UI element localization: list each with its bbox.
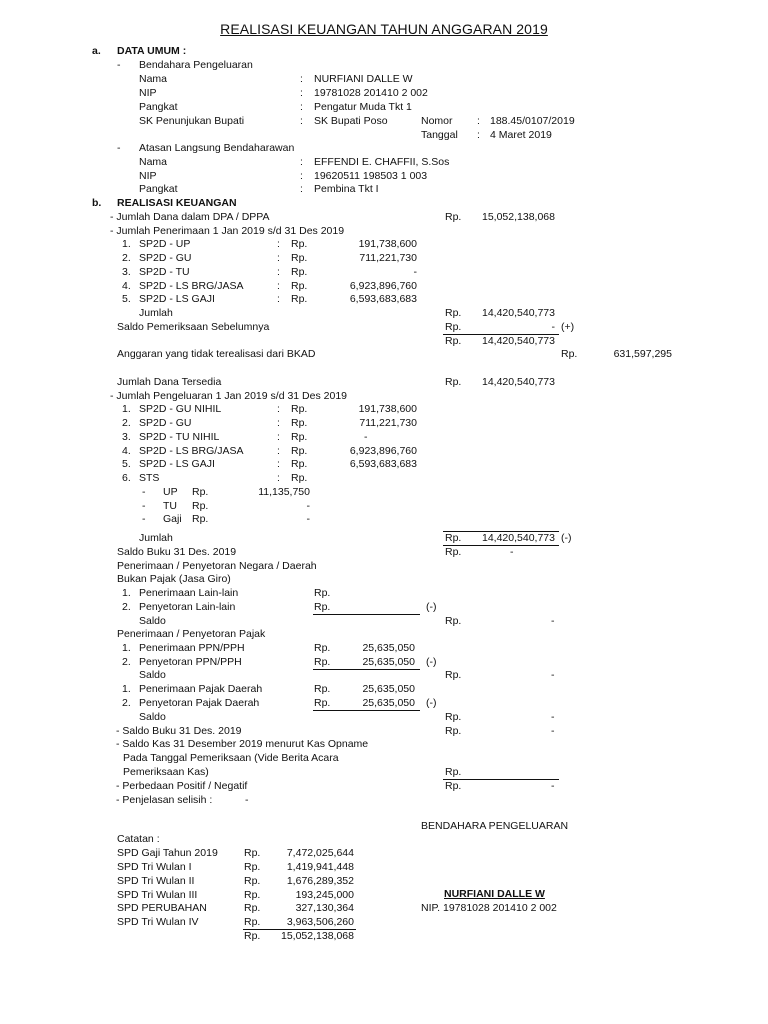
- catatan-item-label: SPD Tri Wulan I: [117, 861, 192, 873]
- sum-underline: [313, 710, 420, 711]
- sk-value: SK Bupati Poso: [314, 115, 388, 127]
- rp-label: Rp.: [445, 532, 462, 544]
- jumlah-pengeluaran-value: 14,420,540,773: [482, 532, 555, 544]
- jumlah-penerimaan-value: 14,420,540,773: [482, 307, 555, 319]
- item-label: SP2D - TU: [139, 266, 190, 278]
- catatan-item-value: 1,676,289,352: [286, 875, 354, 887]
- item-number: 5.: [122, 458, 131, 470]
- perbedaan-label: - Perbedaan Positif / Negatif: [116, 780, 248, 792]
- rp-label: Rp.: [291, 266, 308, 278]
- atasan-title: Atasan Langsung Bendaharawan: [139, 142, 295, 154]
- item-value: 6,923,896,760: [349, 445, 417, 457]
- item-value: 25,635,050: [362, 656, 415, 668]
- item-label: SP2D - LS BRG/JASA: [139, 445, 244, 457]
- item-value: 6,593,683,683: [349, 293, 417, 305]
- saldo-buku2-label: - Saldo Buku 31 Des. 2019: [116, 725, 242, 737]
- colon: :: [477, 115, 480, 127]
- nama-value: NURFIANI DALLE W: [314, 73, 413, 85]
- sts-item-label: TU: [163, 500, 177, 512]
- bukan-pajak-sublabel: Bukan Pajak (Jasa Giro): [117, 573, 231, 585]
- item-number: 2.: [122, 252, 131, 264]
- sts-item-value: -: [306, 513, 310, 525]
- atasan-pangkat-label: Pangkat: [139, 183, 178, 195]
- rp-label: Rp.: [244, 902, 261, 914]
- catatan-item-value: 3,963,506,260: [286, 916, 354, 928]
- pengeluaran-label: - Jumlah Pengeluaran 1 Jan 2019 s/d 31 Des 2019: [110, 390, 347, 402]
- catatan-item-label: SPD Tri Wulan III: [117, 889, 198, 901]
- item-label: SP2D - GU: [139, 252, 192, 264]
- rp-label: Rp.: [291, 403, 308, 415]
- item-label: SP2D - TU NIHIL: [139, 431, 220, 443]
- saldo-label: Saldo: [139, 669, 166, 681]
- colon: :: [277, 280, 280, 292]
- colon: :: [277, 266, 280, 278]
- item-label: Penyetoran Pajak Daerah: [139, 697, 260, 709]
- colon: :: [277, 417, 280, 429]
- saldo-sebelumnya-label: Saldo Pemeriksaan Sebelumnya: [117, 321, 270, 333]
- rp-label: Rp.: [244, 861, 261, 873]
- colon: :: [477, 129, 480, 141]
- dash: -: [117, 142, 121, 154]
- rp-label: Rp.: [244, 875, 261, 887]
- rp-label: Rp.: [445, 211, 462, 223]
- dash: -: [142, 500, 146, 512]
- section-b-letter: b.: [92, 197, 102, 209]
- saldo-label: Saldo: [139, 711, 166, 723]
- signature-nip: NIP. 19781028 201410 2 002: [421, 902, 557, 914]
- item-number: 1.: [122, 642, 131, 654]
- atasan-nama-value: EFFENDI E. CHAFFII, S.Sos: [314, 156, 450, 168]
- colon: :: [277, 238, 280, 250]
- minus-marker: (-): [426, 601, 437, 613]
- penerimaan-label: - Jumlah Penerimaan 1 Jan 2019 s/d 31 Des 2019: [110, 225, 345, 237]
- plus-marker: (+): [561, 321, 575, 333]
- penjelasan-value: -: [245, 794, 249, 806]
- colon: :: [300, 115, 303, 127]
- item-value: 25,635,050: [362, 697, 415, 709]
- colon: :: [277, 472, 280, 484]
- atasan-pangkat-value: Pembina Tkt I: [314, 183, 379, 195]
- anggaran-label: Anggaran yang tidak terealisasi dari BKAD: [117, 348, 316, 360]
- item-number: 1.: [122, 238, 131, 250]
- rp-label: Rp.: [314, 587, 331, 599]
- rp-label: Rp.: [445, 546, 462, 558]
- nip-label: NIP: [139, 87, 157, 99]
- item-value: 191,738,600: [358, 238, 417, 250]
- sts-item-value: -: [306, 500, 310, 512]
- minus-marker: (-): [426, 697, 437, 709]
- jumlah-label: Jumlah: [139, 307, 173, 319]
- item-number: 4.: [122, 280, 131, 292]
- item-value: 6,593,683,683: [349, 458, 417, 470]
- item-label: SP2D - LS GAJI: [139, 458, 215, 470]
- colon: :: [277, 252, 280, 264]
- kas-label-line3: Pemeriksaan Kas): [123, 766, 209, 778]
- jumlah-label: Jumlah: [139, 532, 173, 544]
- item-number: 4.: [122, 445, 131, 457]
- catatan-item-value: 1,419,941,448: [286, 861, 354, 873]
- item-label: Penerimaan Pajak Daerah: [139, 683, 263, 695]
- rp-label: Rp.: [291, 431, 308, 443]
- tanggal-label: Tanggal: [421, 129, 458, 141]
- saldo-value: -: [551, 615, 555, 627]
- dash: -: [142, 486, 146, 498]
- rp-label: Rp.: [244, 930, 261, 942]
- tanggal-value: 4 Maret 2019: [490, 129, 552, 141]
- bukan-pajak-label: Penerimaan / Penyetoran Negara / Daerah: [117, 560, 317, 572]
- colon: :: [300, 170, 303, 182]
- rp-label: Rp.: [445, 307, 462, 319]
- colon: :: [300, 156, 303, 168]
- item-label: SP2D - GU: [139, 417, 192, 429]
- atasan-nip-value: 19620511 198503 1 003: [314, 170, 428, 182]
- rp-label: Rp.: [291, 280, 308, 292]
- item-number: 6.: [122, 472, 131, 484]
- pangkat-value: Pengatur Muda Tkt 1: [314, 101, 412, 113]
- colon: :: [300, 87, 303, 99]
- minus-marker: (-): [561, 532, 572, 544]
- signature-name: NURFIANI DALLE W: [444, 888, 545, 900]
- nip-value: 19781028 201410 2 002: [314, 87, 428, 99]
- saldo-buku-value: -: [510, 546, 514, 558]
- rp-label: Rp.: [445, 766, 462, 778]
- rp-label: Rp.: [445, 321, 462, 333]
- rp-label: Rp.: [291, 293, 308, 305]
- saldo-label: Saldo: [139, 615, 166, 627]
- catatan-item-label: SPD PERUBAHAN: [117, 902, 207, 914]
- item-value: 25,635,050: [362, 642, 415, 654]
- rp-label: Rp.: [314, 656, 331, 668]
- item-label: SP2D - LS GAJI: [139, 293, 215, 305]
- item-value: 6,923,896,760: [349, 280, 417, 292]
- sk-label: SK Penunjukan Bupati: [139, 115, 245, 127]
- item-number: 3.: [122, 431, 131, 443]
- rp-label: Rp.: [192, 486, 209, 498]
- item-label: Penerimaan Lain-lain: [139, 587, 239, 599]
- document-title: REALISASI KEUANGAN TAHUN ANGGARAN 2019: [220, 21, 548, 37]
- colon: :: [277, 403, 280, 415]
- section-b-heading: REALISASI KEUANGAN: [117, 197, 237, 209]
- rp-label: Rp.: [445, 711, 462, 723]
- item-value: -: [413, 266, 417, 278]
- rp-label: Rp.: [291, 472, 308, 484]
- pangkat-label: Pangkat: [139, 101, 178, 113]
- dana-dpa-label: - Jumlah Dana dalam DPA / DPPA: [110, 211, 270, 223]
- rp-label: Rp.: [244, 847, 261, 859]
- signature-title: BENDAHARA PENGELUARAN: [421, 820, 569, 832]
- dana-tersedia-label: Jumlah Dana Tersedia: [117, 376, 222, 388]
- item-label: SP2D - UP: [139, 238, 191, 250]
- rp-label: Rp.: [291, 238, 308, 250]
- rp-label: Rp.: [314, 697, 331, 709]
- anggaran-value: 631,597,295: [613, 348, 672, 360]
- colon: :: [300, 101, 303, 113]
- item-value: 711,221,730: [359, 252, 417, 264]
- dana-tersedia-value: 14,420,540,773: [482, 376, 555, 388]
- rp-label: Rp.: [244, 889, 261, 901]
- rp-label: Rp.: [192, 500, 209, 512]
- colon: :: [300, 73, 303, 85]
- sts-item-label: UP: [163, 486, 178, 498]
- colon: :: [277, 293, 280, 305]
- item-value: 191,738,600: [358, 403, 417, 415]
- saldo-buku-label: Saldo Buku 31 Des. 2019: [117, 546, 237, 558]
- sts-item-label: Gaji: [163, 513, 182, 525]
- item-value: -: [364, 431, 368, 443]
- dash: -: [117, 59, 121, 71]
- item-label: SP2D - GU NIHIL: [139, 403, 222, 415]
- saldo-value: -: [551, 711, 555, 723]
- pajak-label: Penerimaan / Penyetoran Pajak: [117, 628, 266, 640]
- colon: :: [277, 458, 280, 470]
- rp-label: Rp.: [445, 615, 462, 627]
- minus-marker: (-): [426, 656, 437, 668]
- item-label: STS: [139, 472, 160, 484]
- penjelasan-label: - Penjelasan selisih :: [116, 794, 213, 806]
- item-number: 2.: [122, 697, 131, 709]
- bendahara-title: Bendahara Pengeluaran: [139, 59, 253, 71]
- catatan-total: 15,052,138,068: [281, 930, 354, 942]
- item-number: 3.: [122, 266, 131, 278]
- colon: :: [277, 431, 280, 443]
- catatan-item-value: 193,245,000: [295, 889, 354, 901]
- item-number: 1.: [122, 587, 131, 599]
- atasan-nama-label: Nama: [139, 156, 168, 168]
- rp-label: Rp.: [561, 348, 578, 360]
- item-number: 1.: [122, 403, 131, 415]
- dana-dpa-value: 15,052,138,068: [482, 211, 555, 223]
- rp-label: Rp.: [291, 458, 308, 470]
- item-number: 5.: [122, 293, 131, 305]
- item-number: 1.: [122, 683, 131, 695]
- rp-label: Rp.: [291, 252, 308, 264]
- saldo-value: -: [551, 669, 555, 681]
- item-value: 25,635,050: [362, 683, 415, 695]
- rp-label: Rp.: [291, 417, 308, 429]
- catatan-item-label: SPD Gaji Tahun 2019: [117, 847, 218, 859]
- nama-label: Nama: [139, 73, 168, 85]
- colon: :: [277, 445, 280, 457]
- nomor-value: 188.45/0107/2019: [490, 115, 575, 127]
- colon: :: [300, 183, 303, 195]
- item-number: 2.: [122, 656, 131, 668]
- item-number: 2.: [122, 601, 131, 613]
- nomor-label: Nomor: [421, 115, 453, 127]
- rp-label: Rp.: [445, 335, 462, 347]
- rp-label: Rp.: [314, 683, 331, 695]
- section-a-letter: a.: [92, 45, 101, 57]
- sum-underline: [313, 614, 420, 615]
- saldo-value: -: [551, 725, 555, 737]
- dash: -: [142, 513, 146, 525]
- rp-label: Rp.: [445, 669, 462, 681]
- rp-label: Rp.: [192, 513, 209, 525]
- subtotal-value: 14,420,540,773: [482, 335, 555, 347]
- catatan-item-value: 7,472,025,644: [286, 847, 354, 859]
- perbedaan-value: -: [551, 780, 555, 792]
- catatan-heading: Catatan :: [117, 833, 160, 845]
- kas-label-line2: Pada Tanggal Pemeriksaan (Vide Berita Acara: [123, 752, 339, 764]
- item-value: 711,221,730: [359, 417, 417, 429]
- catatan-item-value: 327,130,364: [295, 902, 354, 914]
- kas-label: - Saldo Kas 31 Desember 2019 menurut Kas Opname: [116, 738, 369, 750]
- catatan-item-label: SPD Tri Wulan II: [117, 875, 195, 887]
- saldo-sebelumnya-value: -: [551, 321, 555, 333]
- rp-label: Rp.: [445, 780, 462, 792]
- rp-label: Rp.: [445, 725, 462, 737]
- item-label: Penyetoran PPN/PPH: [139, 656, 242, 668]
- item-label: SP2D - LS BRG/JASA: [139, 280, 244, 292]
- rp-label: Rp.: [314, 601, 331, 613]
- sts-item-value: 11,135,750: [258, 486, 310, 498]
- rp-label: Rp.: [445, 376, 462, 388]
- item-label: Penyetoran Lain-lain: [139, 601, 236, 613]
- catatan-item-label: SPD Tri Wulan IV: [117, 916, 199, 928]
- rp-label: Rp.: [244, 916, 261, 928]
- atasan-nip-label: NIP: [139, 170, 157, 182]
- rp-label: Rp.: [314, 642, 331, 654]
- item-label: Penerimaan PPN/PPH: [139, 642, 245, 654]
- item-number: 2.: [122, 417, 131, 429]
- section-a-heading: DATA UMUM :: [117, 45, 187, 57]
- rp-label: Rp.: [291, 445, 308, 457]
- sum-underline: [313, 669, 420, 670]
